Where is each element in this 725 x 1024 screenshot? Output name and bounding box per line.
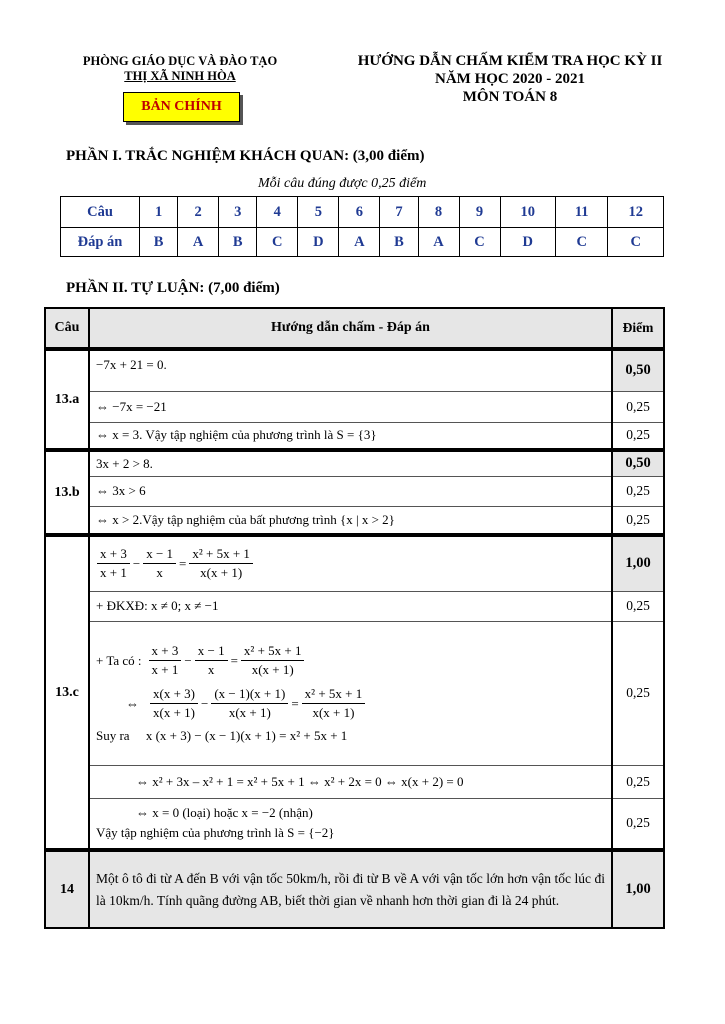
question-number: 8 [418,197,459,228]
fraction [97,545,130,582]
department-header [60,54,300,84]
answer-letter: B [140,228,178,257]
denominator: x(x + 1) [251,662,294,677]
fraction [149,642,182,679]
step-text: ⇔ x = 3. Vậy tập nghiệm của phương trình là S = {3} [89,422,612,450]
step-points: 1,00 [612,535,664,591]
question-label-13a: 13.a [45,349,89,450]
step-points: 0,25 [612,591,664,621]
question-number: 5 [298,197,339,228]
step-text: Suy ra x (x + 3) − (x − 1)(x + 1) = x² + 5x + 1 [96,728,348,743]
fraction [211,685,288,722]
numerator: x² + 5x + 1 [241,642,305,661]
step-text: ⇔ −7x = −21 [89,391,612,422]
numerator: x² + 5x + 1 [189,545,253,564]
column-header-guide: Hướng dẫn chấm - Đáp án [89,308,612,349]
step-text: ⇔ x² + 3x – x² + 1 = x² + 5x + 1 ⇔ x² + 2x = 0 ⇔ x(x + 2) = 0 [89,765,612,798]
numerator: (x − 1)(x + 1) [211,685,288,704]
denominator: x(x + 1) [228,705,271,720]
problem-statement [89,850,612,928]
table-row [45,765,664,798]
table-row [45,349,664,391]
step-points: 0,50 [612,349,664,391]
transformation-steps [89,621,612,765]
numerator: x(x + 3) [150,685,198,704]
document-title [330,52,690,106]
fraction [195,642,228,679]
table-row [45,591,664,621]
question-row-label: Câu [61,197,140,228]
table-row [45,798,664,850]
answer-row-label: Đáp án [61,228,140,257]
answer-letter: A [418,228,459,257]
question-label-13c: 13.c [45,535,89,850]
question-number: 3 [219,197,257,228]
equals-sign: = [291,695,299,711]
minus-sign: − [201,695,209,711]
grading-table [44,307,665,929]
column-header-question: Câu [45,308,89,349]
question-number: 6 [339,197,380,228]
denominator: x(x + 1) [200,565,243,581]
step-points: 0,25 [612,422,664,450]
step-text: ⇔ x > 2.Vậy tập nghiệm của bất phương trình {x | x > 2} [89,506,612,535]
equals-sign: = [179,555,187,571]
step-text: Vậy tập nghiệm của phương trình là S = {−2} [96,825,335,841]
multiple-choice-answer-table [60,196,664,257]
table-row [45,476,664,506]
step-text: + ĐKXĐ: x ≠ 0; x ≠ −1 [89,591,612,621]
denominator: x(x + 1) [153,705,195,720]
department-line-1: PHÒNG GIÁO DỤC VÀ ĐÀO TẠO [82,54,278,68]
question-number: 11 [555,197,608,228]
answer-letter: A [339,228,380,257]
question-number: 4 [257,197,298,228]
fraction-equation [96,545,605,582]
table-row [45,422,664,450]
table-row [45,506,664,535]
step-points: 0,25 [612,798,664,850]
step-text: −7x + 21 = 0. [89,349,612,391]
denominator: x(x + 1) [312,705,355,720]
conclusion [89,798,612,850]
problem-text: Một ô tô đi từ A đến B với vận tốc 50km/h, rồi đi từ B về A với vận tốc lớn hơn vận tốc lúc đi là 10km/h. Tính quãng đường AB, biết thời gian về nhanh hơn thời gian đi là 24 phút. [96,870,605,908]
official-copy-stamp: BẢN CHÍNH [123,92,240,122]
equivalence-sign: ⇔ [126,695,139,711]
answer-letter: B [380,228,418,257]
title-line-3: MÔN TOÁN 8 [462,89,558,105]
table-row [45,450,664,476]
table-row [45,621,664,765]
denominator: x + 1 [151,662,179,677]
department-line-2: THỊ XÃ NINH HÒA [124,69,236,83]
question-number: 1 [140,197,178,228]
answer-letter: A [178,228,219,257]
part1-note: Mỗi câu đúng được 0,25 điểm [258,176,427,191]
question-label-13b: 13.b [45,450,89,535]
minus-sign: − [132,555,141,571]
step-points: 1,00 [612,850,664,928]
answer-letter: C [459,228,500,257]
answer-letter: D [298,228,339,257]
title-line-2: NĂM HỌC 2020 - 2021 [435,71,585,87]
fraction [143,545,176,582]
column-header-points: Điểm [612,308,664,349]
answer-letter: B [219,228,257,257]
part1-title: PHẦN I. TRẮC NGHIỆM KHÁCH QUAN: (3,00 điểm) [66,148,425,164]
numerator: x² + 5x + 1 [302,685,366,704]
question-number: 9 [459,197,500,228]
step-text: ⇔ x = 0 (loại) hoặc x = −2 (nhận) [136,805,313,821]
step-points: 0,25 [612,621,664,765]
answer-letter: C [608,228,664,257]
question-number: 2 [178,197,219,228]
answer-row [61,228,664,257]
fraction [189,545,253,582]
fraction [302,685,366,722]
question-number: 7 [380,197,418,228]
step-points: 0,25 [612,391,664,422]
answer-letter: C [555,228,608,257]
table-row [45,850,664,928]
question-number: 10 [500,197,555,228]
answer-letter: D [500,228,555,257]
numerator: x + 3 [97,545,130,564]
numerator: x − 1 [195,642,228,661]
step-points: 0,25 [612,506,664,535]
fraction-equation [96,642,605,679]
step-intro: + Ta có : [96,652,142,668]
fraction-equation [96,685,605,722]
step-points: 0,25 [612,476,664,506]
question-row [61,197,664,228]
question-number: 12 [608,197,664,228]
fraction [241,642,305,679]
equation-statement [89,535,612,591]
fraction [150,685,198,722]
denominator: x [207,662,215,677]
minus-sign: − [184,652,192,668]
title-line-1: HƯỚNG DẪN CHẤM KIỂM TRA HỌC KỲ II [357,53,663,69]
step-points: 0,25 [612,765,664,798]
part2-title: PHẦN II. TỰ LUẬN: (7,00 điểm) [66,280,280,296]
grading-table-header [45,308,664,349]
answer-letter: C [257,228,298,257]
step-text: ⇔ 3x > 6 [89,476,612,506]
table-row [45,535,664,591]
table-row [45,391,664,422]
question-label-14: 14 [45,850,89,928]
equals-sign: = [230,652,238,668]
denominator: x + 1 [100,565,127,581]
numerator: x + 3 [149,642,182,661]
denominator: x [156,565,163,581]
step-points: 0,50 [612,450,664,476]
step-text: 3x + 2 > 8. [89,450,612,476]
numerator: x − 1 [143,545,176,564]
